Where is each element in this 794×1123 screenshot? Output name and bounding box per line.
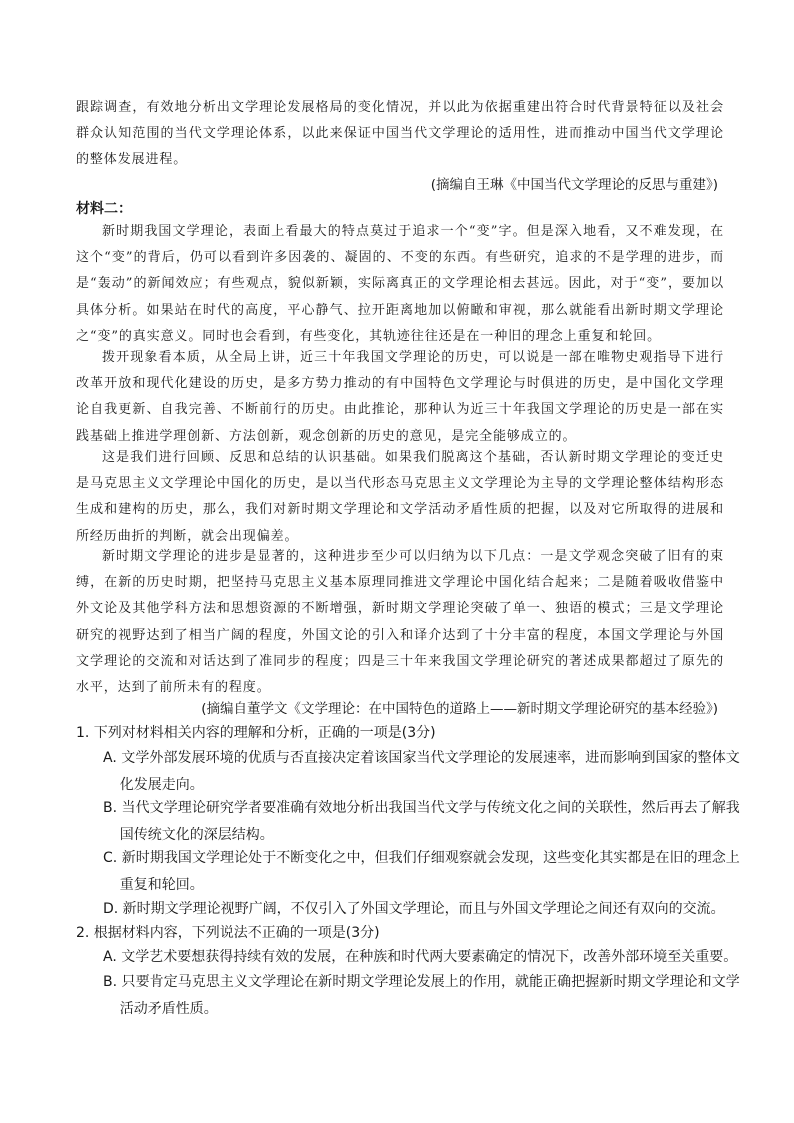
material2-paragraph-2: 拨开现象看本质，从全局上讲，近三十年我国文学理论的历史，可以说是一部在唯物史观指导下进行改革开放和现代化建设的历史，是多方势力推动的有中国特色文学理论与时俱进的历史，是中国化文学理论自我更新、自我完善、不断前行的历史。由此推论，那种认为近三十年我国文学理论的历史是一部在实践基础上推进学理创新、方法创新，观念创新的历史的意见，是完全能够成立的。 [76, 350, 724, 444]
question-2-option-a: A. 文学艺术要想获得持续有效的发展，在种族和时代两大要素确定的情况下，改善外部环境至关重要。 [103, 949, 738, 965]
question-1-option-d: D. 新时期文学理论视野广阔，不仅引入了外国文学理论，而且与外国文学理论之间还有双向的交流。 [103, 901, 725, 917]
material1-source: (摘编自王琳《中国当代文学理论的反思与重建》) [430, 177, 718, 193]
material2-paragraph-1: 新时期我国文学理论，表面上看最大的特点莫过于追求一个“变”字。但是深入地看，又不难发现，在这个“变”的背后，仍可以看到许多因袭的、凝固的、不变的东西。有些研究，追求的不是学理的进步，而是“轰动”的新闻效应；有些观点，貌似新颖，实际离真正的文学理论相去甚远。因此，对于“变”，要加以具体分析。如果站在时代的高度，平心静气、拉开距离地加以俯瞰和审视，那么就能看出新时期文学理论之“变”的真实意义。同时也会看到，有些变化，其轨迹往往还是在一种旧的理念上重复和轮回。 [76, 224, 724, 344]
question-1-option-c: C. 新时期我国文学理论处于不断变化之中，但我们仔细观察就会发现，这些变化其实都是在旧的理念上重复和轮回。 [103, 850, 740, 893]
question-1-option-a: A. 文学外部发展环境的优质与否直接决定着该国家当代文学理论的发展速率，进而影响到国家的整体文化发展走向。 [103, 750, 740, 793]
material2-source: (摘编自董学文《文学理论：在中国特色的道路上——新时期文学理论研究的基本经验》) [201, 701, 718, 717]
question-2-option-b: B. 只要肯定马克思主义文学理论在新时期文学理论发展上的作用，就能正确把握新时期文学理论和文学活动矛盾性质。 [103, 974, 740, 1017]
material1-tail-paragraph: 跟踪调查，有效地分析出文学理论发展格局的变化情况，并以此为依据重建出符合时代背景特征以及社会群众认知范围的当代文学理论体系，以此来保证中国当代文学理论的适用性，进而推动中国当代文学理论的整体发展进程。 [76, 100, 724, 168]
material2-paragraph-3: 这是我们进行回顾、反思和总结的认识基础。如果我们脱离这个基础，否认新时期文学理论的变迁史是马克思主义文学理论中国化的历史，是以当代形态马克思主义文学理论为主导的文学理论整体结构形态生成和建构的历史，那么，我们对新时期文学理论和文学活动矛盾性质的把握，以及对它所取得的进展和所经历曲折的判断，就会出现偏差。 [76, 450, 724, 544]
material2-paragraph-4: 新时期文学理论的进步是显著的，这种进步至少可以归纳为以下几点：一是文学观念突破了旧有的束缚，在新的历史时期，把坚持马克思主义基本原理同推进文学理论中国化结合起来；二是随着吸收借鉴中外文论及其他学科方法和思想资源的不断增强，新时期文学理论突破了单一、独语的模式；三是文学理论研究的视野达到了相当广阔的程度，外国文论的引入和译介达到了十分丰富的程度，本国文学理论与外国文学理论的交流和对话达到了准同步的程度；四是三十年来我国文学理论研究的著述成果都超过了原先的水平，达到了前所未有的程度。 [76, 549, 724, 696]
material2-heading: 材料二： [76, 201, 132, 217]
question-1-option-b: B. 当代文学理论研究学者要准确有效地分析出我国当代文学与传统文化之间的关联性，然后再去了解我国传统文化的深层结构。 [103, 800, 740, 843]
question-2-stem: 2. 根据材料内容，下列说法不正确的一项是(3分) [76, 925, 380, 941]
question-1-stem: 1. 下列对材料相关内容的理解和分析，正确的一项是(3分) [76, 725, 436, 741]
